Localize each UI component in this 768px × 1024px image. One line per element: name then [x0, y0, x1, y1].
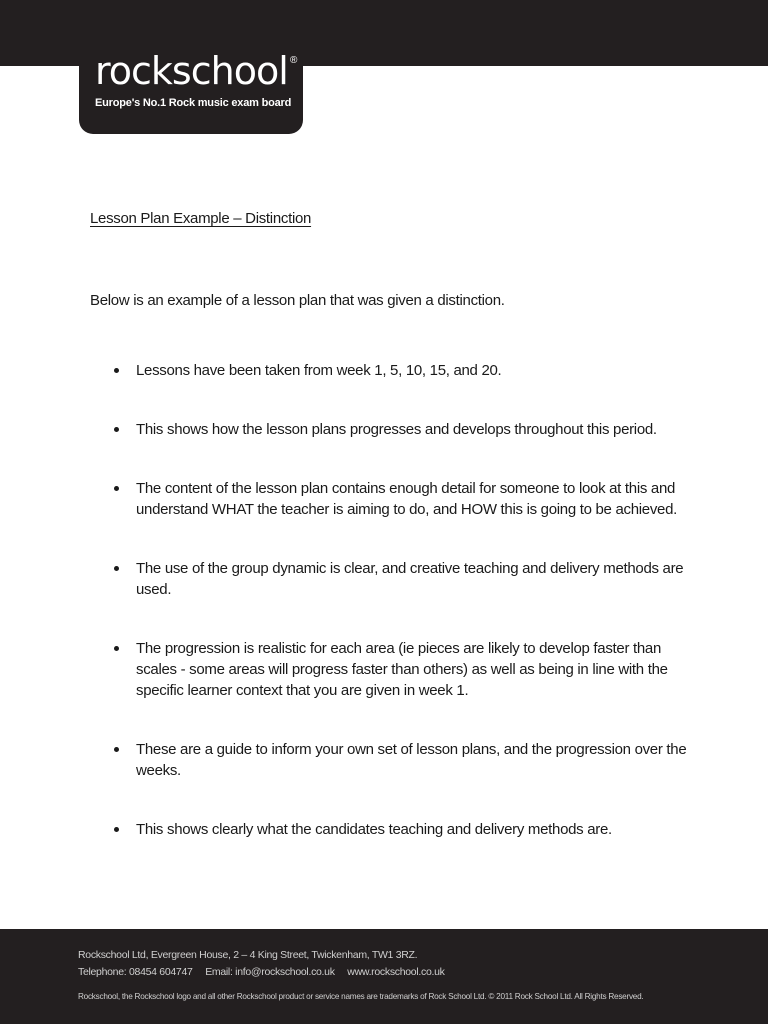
- logo-tagline: Europe's No.1 Rock music exam board: [95, 97, 292, 109]
- bullet-icon: [114, 427, 119, 432]
- list-item: [90, 419, 690, 440]
- page-title: Lesson Plan Example – Distinction: [90, 210, 312, 227]
- list-item: [90, 739, 690, 781]
- list-item-text: This shows clearly what the candidates teaching and delivery methods are.: [136, 821, 612, 838]
- bullet-icon: [114, 566, 119, 571]
- logo-wordmark: rockschool: [95, 49, 288, 93]
- bullet-icon: [114, 747, 119, 752]
- bullet-icon: [114, 486, 119, 491]
- registered-mark: ®: [290, 55, 298, 66]
- rockschool-logo: [79, 0, 303, 134]
- document-body: [90, 208, 690, 878]
- list-item: [90, 360, 690, 381]
- footer-telephone: Telephone: 08454 604747: [78, 966, 193, 978]
- list-item-text: Lessons have been taken from week 1, 5, 10, 15, and 20.: [136, 362, 502, 379]
- list-item: [90, 558, 690, 600]
- footer-email: Email: info@rockschool.co.uk: [205, 966, 335, 978]
- intro-paragraph: Below is an example of a lesson plan that was given a distinction.: [90, 292, 505, 309]
- bullet-list: [90, 360, 690, 840]
- list-item-text: This shows how the lesson plans progresses and develops throughout this period.: [136, 421, 657, 438]
- list-item: [90, 478, 690, 520]
- list-item-text: These are a guide to inform your own set of lesson plans, and the progression over the weeks.: [136, 741, 687, 779]
- footer-address: Rockschool Ltd, Evergreen House, 2 – 4 King Street, Twickenham, TW1 3RZ.: [78, 949, 418, 961]
- footer: [0, 929, 768, 1024]
- list-item-text: The progression is realistic for each area (ie pieces are likely to develop faster than scales - some areas will progress faster than others) as well as being in line with the specific learner context that you are given in week 1.: [136, 640, 668, 699]
- footer-contact: [78, 966, 445, 978]
- list-item-text: The content of the lesson plan contains enough detail for someone to look at this and understand WHAT the teacher is aiming to do, and HOW this is going to be achieved.: [136, 480, 677, 518]
- list-item: [90, 638, 690, 701]
- bullet-icon: [114, 827, 119, 832]
- footer-website: www.rockschool.co.uk: [347, 966, 445, 978]
- bullet-icon: [114, 646, 119, 651]
- footer-legal: Rockschool, the Rockschool logo and all other Rockschool product or service names are trademarks of Rock School Ltd. © 2011 Rock School Ltd. All Rights Reserved.: [78, 992, 644, 1001]
- list-item-text: The use of the group dynamic is clear, and creative teaching and delivery methods are used.: [136, 560, 684, 598]
- bullet-icon: [114, 368, 119, 373]
- list-item: [90, 819, 690, 840]
